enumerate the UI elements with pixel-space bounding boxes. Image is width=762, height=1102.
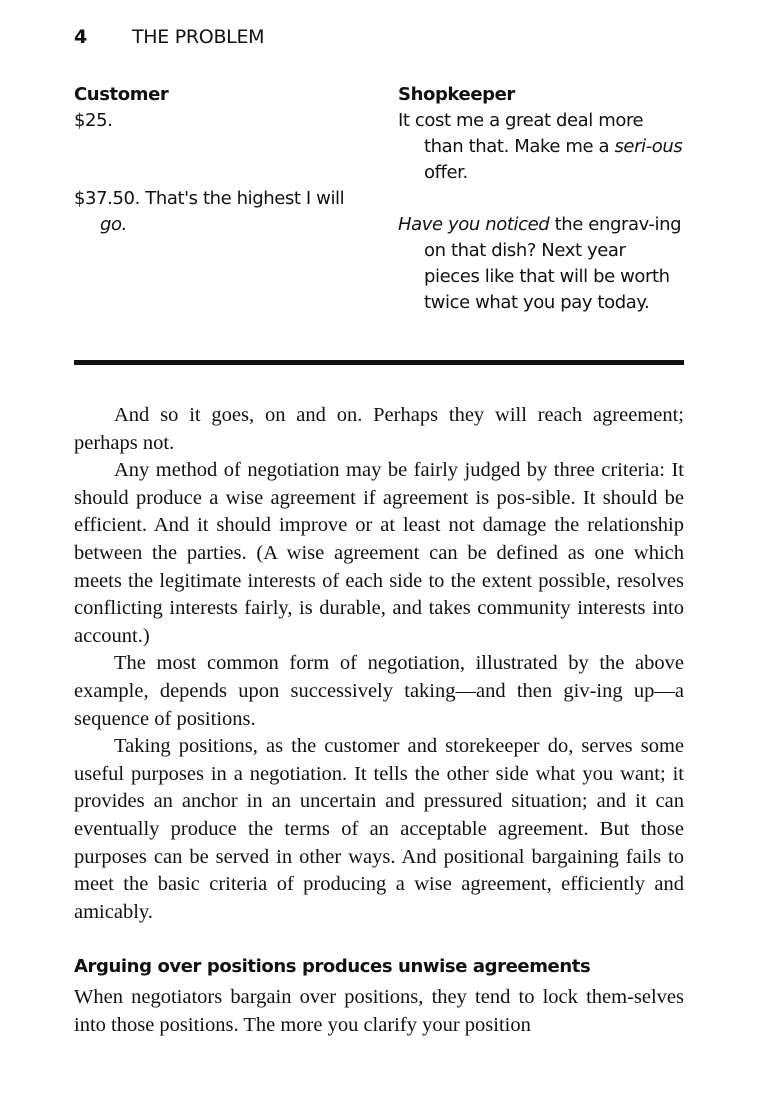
shopkeeper-line-1: It cost me a great deal more than that. Make me a seri-ous offer. <box>398 110 683 183</box>
shopkeeper-column <box>398 82 684 316</box>
paragraph: Any method of negotiation may be fairly judged by three criteria: It should produce a wise agreement if agreement is pos-sible. It should be efficient. And it should improve or at least not damage the relationship between the parties. (A wise agreement can be defined as one which meets the legitimate interests of each side to the extent possible, resolves conflicting interests fairly, is durable, and takes community interests into account.) <box>74 459 684 647</box>
page-number: 4 <box>74 26 87 48</box>
paragraph: And so it goes, on and on. Perhaps they will reach agreement; perhaps not. <box>74 404 684 454</box>
section-body <box>74 984 684 1039</box>
customer-column <box>74 82 374 238</box>
paragraph: When negotiators bargain over positions, they tend to lock them-selves into those positions. The more you clarify your position <box>74 986 684 1036</box>
chapter-title: THE PROBLEM <box>132 26 265 48</box>
customer-line-1: $25. <box>74 110 113 131</box>
shopkeeper-line-2: Have you noticed the engrav-ing on that dish? Next year pieces like that will be worth twice what you pay today. <box>398 214 682 313</box>
body-text <box>74 402 684 926</box>
divider-rule <box>74 360 684 365</box>
section-heading: Arguing over positions produces unwise agreements <box>74 956 591 977</box>
paragraph: The most common form of negotiation, illustrated by the above example, depends upon successively taking—and then giv-ing up—a sequence of positions. <box>74 652 684 730</box>
customer-heading: Customer <box>74 84 169 105</box>
running-head <box>74 26 264 48</box>
paragraph: Taking positions, as the customer and storekeeper do, serves some useful purposes in a negotiation. It tells the other side what you want; it provides an anchor in an uncertain and pressured situation; and it can eventually produce the terms of an acceptable agreement. But those purposes can be served in other ways. And positional bargaining fails to meet the basic criteria of producing a wise agreement, efficiently and amicably. <box>74 735 684 923</box>
customer-line-2: $37.50. That's the highest I will go. <box>74 188 345 235</box>
shopkeeper-heading: Shopkeeper <box>398 84 515 105</box>
